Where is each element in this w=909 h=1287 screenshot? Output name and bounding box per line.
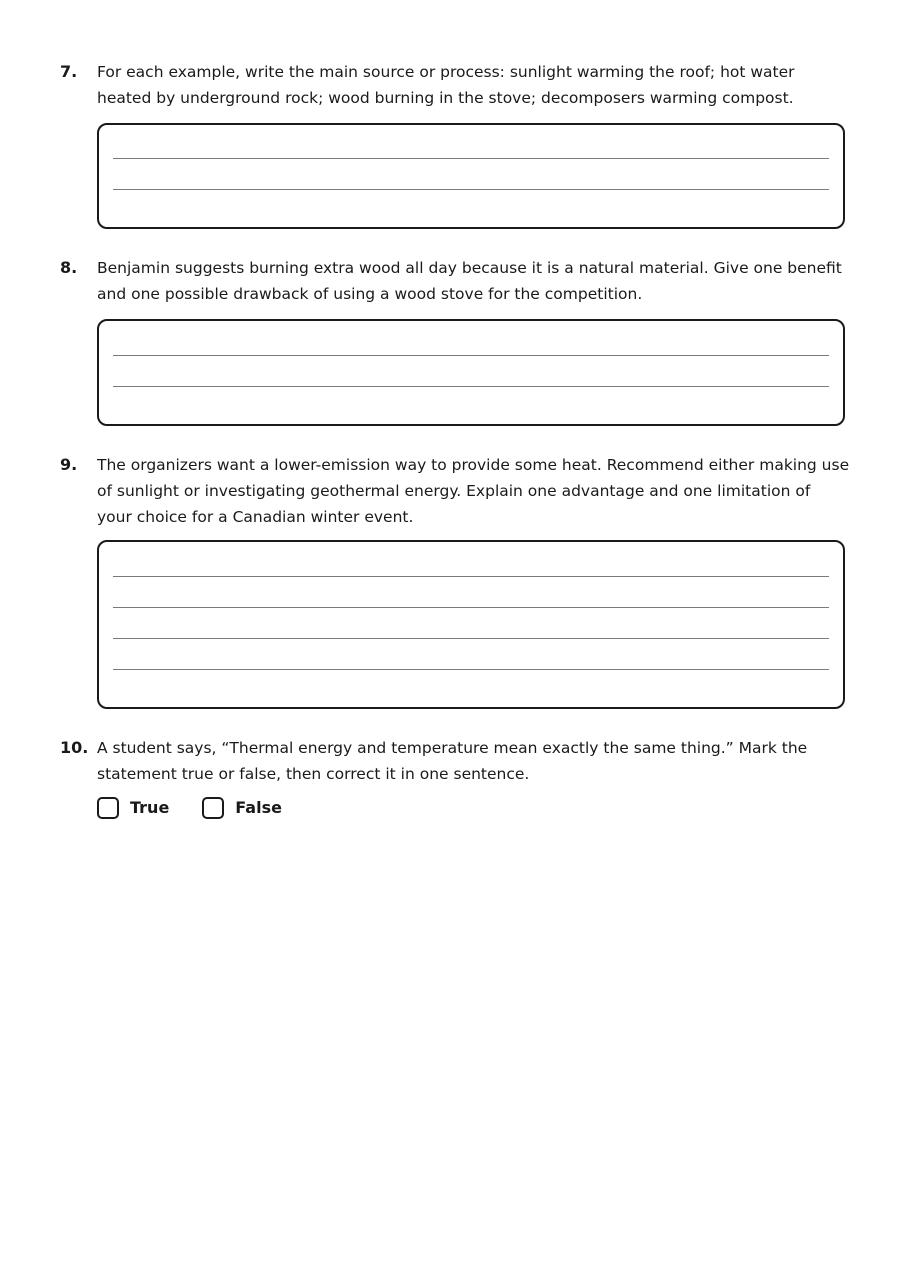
- answer-line: [113, 189, 829, 190]
- false-checkbox[interactable]: [202, 797, 224, 819]
- answer-line: [113, 576, 829, 577]
- false-label: False: [235, 798, 282, 817]
- question-number: 9.: [60, 455, 78, 474]
- question-text: A student says, “Thermal energy and temperature mean exactly the same thing.” Mark the statement true or false, then correct it in one sentence.: [97, 739, 808, 783]
- question-7: [60, 59, 850, 111]
- answer-line: [113, 607, 829, 608]
- answer-line: [113, 158, 829, 159]
- question-number: 8.: [60, 258, 78, 277]
- true-label: True: [130, 798, 170, 817]
- question-9: [60, 452, 850, 530]
- false-option[interactable]: [202, 796, 282, 820]
- question-10: [60, 735, 850, 787]
- true-false-choices: [97, 796, 315, 820]
- answer-line: [113, 638, 829, 639]
- answer-box-8[interactable]: [97, 319, 845, 426]
- true-option[interactable]: [97, 796, 169, 820]
- question-text: Benjamin suggests burning extra wood all day because it is a natural material. Give one benefit and one possible drawback of using a wood stove for the competition.: [97, 259, 842, 303]
- question-number: 7.: [60, 62, 78, 81]
- answer-box-7[interactable]: [97, 123, 845, 229]
- question-text: For each example, write the main source or process: sunlight warming the roof; hot water heated by underground rock; wood burning in the stove; decomposers warming compost.: [97, 63, 795, 107]
- answer-line: [113, 669, 829, 670]
- answer-line: [113, 386, 829, 387]
- question-8: [60, 255, 850, 307]
- answer-line: [113, 355, 829, 356]
- answer-box-9[interactable]: [97, 540, 845, 709]
- true-checkbox[interactable]: [97, 797, 119, 819]
- question-text: The organizers want a lower-emission way to provide some heat. Recommend either making use of sunlight or investigating geothermal energy. Explain one advantage and one limitation of your choice for a Canadian winter event.: [97, 456, 850, 526]
- question-number: 10.: [60, 738, 89, 757]
